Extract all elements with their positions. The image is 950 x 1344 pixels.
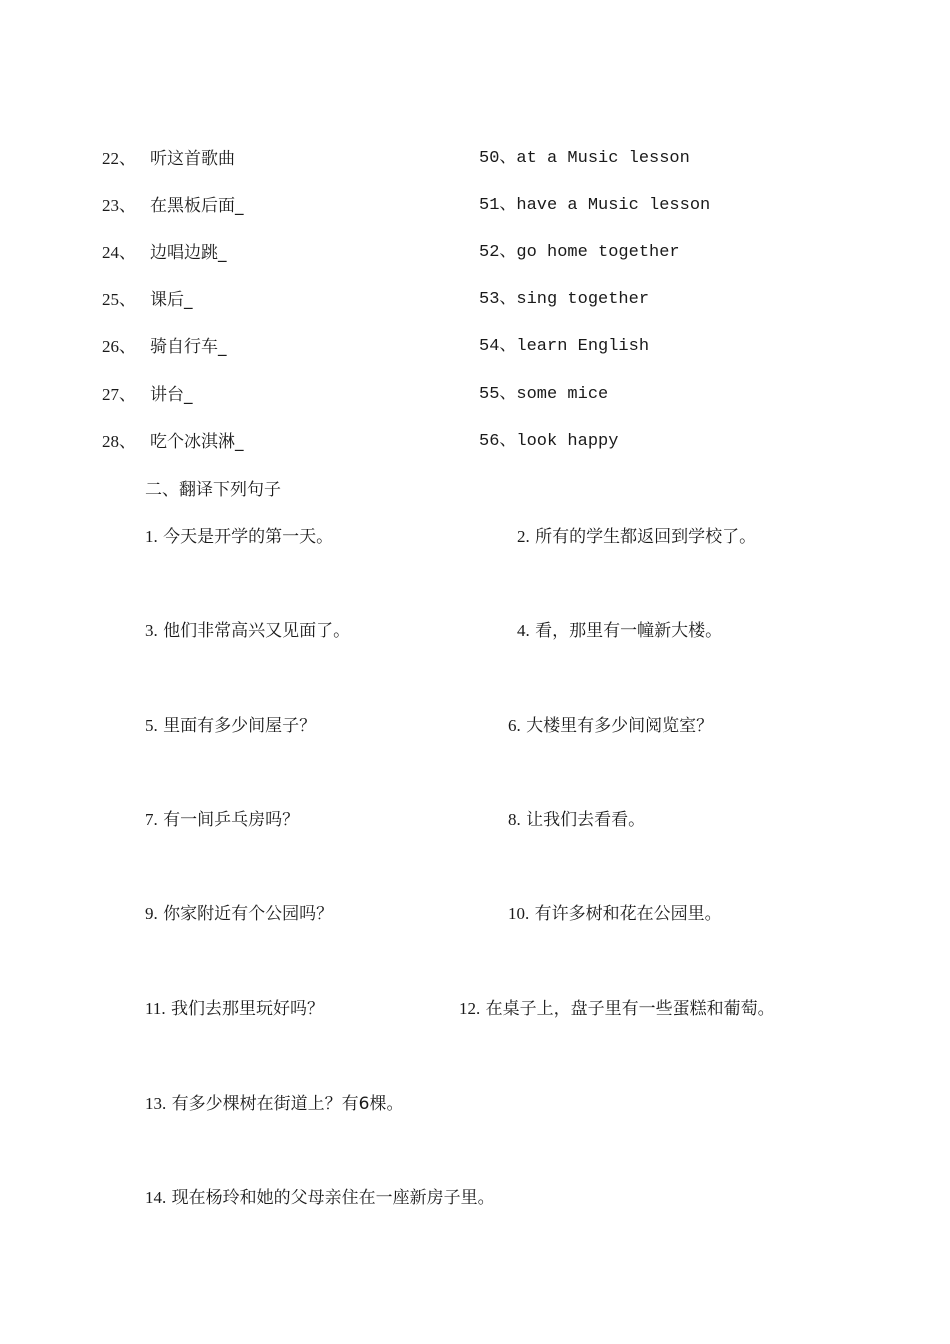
- phrase-text: 听这首歌曲: [150, 149, 235, 169]
- sentence-item: [517, 620, 722, 642]
- sentence-item: [145, 1093, 403, 1115]
- phrase-number: 23、: [102, 196, 136, 215]
- sentence-number: 12.: [459, 999, 481, 1018]
- sentence-number: 4.: [517, 621, 530, 640]
- phrase-item: [102, 336, 227, 358]
- sentence-number: 13.: [145, 1094, 167, 1113]
- sentence-text: 有一间乒乓房吗？: [163, 810, 300, 830]
- phrase-number: 24、: [102, 243, 136, 262]
- sentence-text: 看，那里有一幢新大楼。: [535, 621, 723, 641]
- sentence-text: 你家附近有个公园吗？: [163, 904, 334, 924]
- sentence-item: [145, 715, 316, 737]
- sentence-item: [145, 903, 333, 925]
- section-heading: 二、翻译下列句子: [145, 480, 281, 500]
- phrase-text: 在黑板后面_: [150, 196, 244, 216]
- english-phrase: 50、at a Music lesson: [479, 149, 690, 168]
- sentence-text: 让我们去看看。: [526, 810, 646, 830]
- phrase-text: 骑自行车_: [150, 337, 227, 357]
- sentence-number: 9.: [145, 904, 158, 923]
- sentence-number: 2.: [517, 527, 530, 546]
- english-phrase: 56、look happy: [479, 432, 619, 451]
- sentence-item: [145, 1187, 495, 1209]
- phrase-number: 22、: [102, 149, 136, 168]
- sentence-number: 11.: [145, 999, 166, 1018]
- sentence-text: 他们非常高兴又见面了。: [163, 621, 351, 641]
- sentence-item: [508, 903, 722, 925]
- sentence-number: 1.: [145, 527, 158, 546]
- sentence-number: 6.: [508, 716, 521, 735]
- phrase-number: 26、: [102, 337, 136, 356]
- phrase-text: 课后_: [150, 290, 193, 310]
- sentence-text: 所有的学生都返回到学校了。: [535, 527, 757, 547]
- phrase-item: [102, 242, 227, 264]
- sentence-text: 今天是开学的第一天。: [163, 527, 334, 547]
- sentence-item: [145, 526, 333, 548]
- sentence-text: 有多少棵树在街道上？有6棵。: [171, 1094, 404, 1114]
- sentence-item: [508, 715, 713, 737]
- phrase-text: 边唱边跳_: [150, 243, 227, 263]
- sentence-number: 7.: [145, 810, 158, 829]
- sentence-item: [145, 998, 324, 1020]
- sentence-item: [145, 620, 350, 642]
- sentence-text: 在桌子上，盘子里有一些蛋糕和葡萄。: [485, 999, 775, 1019]
- sentence-item: [517, 526, 756, 548]
- english-phrase: 55、some mice: [479, 385, 609, 404]
- english-phrase: 52、go home together: [479, 243, 680, 262]
- phrase-number: 28、: [102, 432, 136, 451]
- english-phrase: 51、have a Music lesson: [479, 196, 711, 215]
- sentence-number: 3.: [145, 621, 158, 640]
- phrase-item: [102, 195, 244, 217]
- sentence-text: 现在杨玲和她的父母亲住在一座新房子里。: [171, 1188, 495, 1208]
- sentence-number: 10.: [508, 904, 530, 923]
- sentence-item: [145, 809, 299, 831]
- english-phrase: 53、sing together: [479, 290, 650, 309]
- phrase-number: 27、: [102, 385, 136, 404]
- sentence-item: [508, 809, 645, 831]
- sentence-number: 14.: [145, 1188, 167, 1207]
- sentence-item: [459, 998, 775, 1020]
- english-phrase: 54、learn English: [479, 337, 650, 356]
- sentence-number: 8.: [508, 810, 521, 829]
- sentence-text: 大楼里有多少间阅览室？: [526, 716, 714, 736]
- sentence-text: 里面有多少间屋子？: [163, 716, 317, 736]
- phrase-item: [102, 289, 193, 311]
- phrase-item: [102, 148, 235, 170]
- phrase-item: [102, 431, 244, 453]
- phrase-item: [102, 384, 193, 406]
- phrase-text: 吃个冰淇淋_: [150, 432, 244, 452]
- sentence-text: 我们去那里玩好吗？: [171, 999, 325, 1019]
- sentence-text: 有许多树和花在公园里。: [534, 904, 722, 924]
- phrase-number: 25、: [102, 290, 136, 309]
- sentence-number: 5.: [145, 716, 158, 735]
- phrase-text: 讲台_: [150, 385, 193, 405]
